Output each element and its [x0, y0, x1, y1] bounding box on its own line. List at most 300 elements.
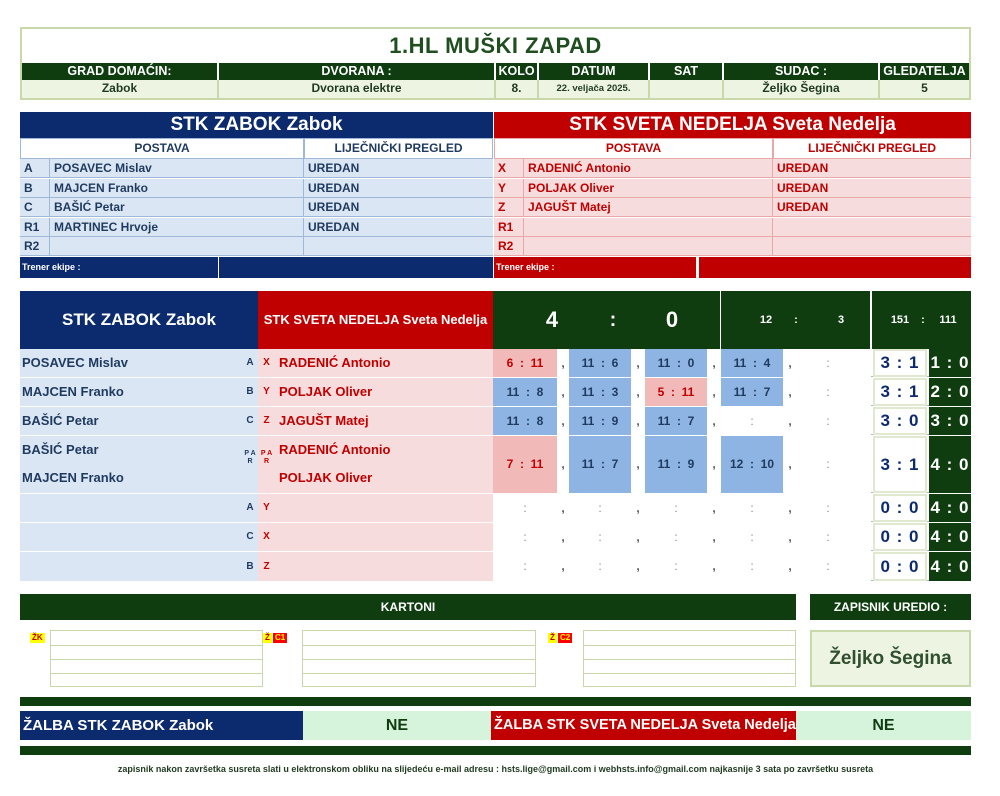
- kartoni-header: KARTONI: [20, 594, 796, 620]
- set-separator: ,: [788, 530, 792, 544]
- set-score: [797, 523, 859, 551]
- away-player-name-primary: RADENIĆ Antonio: [279, 355, 391, 370]
- player-name: BAŠIĆ Petar: [50, 198, 304, 217]
- home-player-name-primary: BAŠIĆ Petar: [22, 413, 99, 428]
- away-trener-value: [699, 257, 971, 278]
- home-complaint-value: NE: [303, 711, 491, 740]
- away-player-name: [275, 436, 493, 493]
- set-score-separator: :: [743, 559, 761, 573]
- away-team-title: STK SVETA NEDELJA Sveta Nedelja: [494, 112, 971, 138]
- player-row: [494, 198, 971, 217]
- card-line: [584, 645, 795, 646]
- home-player-letter: B: [242, 378, 258, 406]
- set-separator: ,: [712, 501, 716, 515]
- match-header: [20, 27, 971, 100]
- set-score-separator: :: [516, 530, 534, 544]
- home-player-letter: B: [242, 552, 258, 581]
- set-separator: ,: [636, 530, 640, 544]
- set-score: [797, 494, 859, 522]
- player-slot: R1: [494, 218, 524, 237]
- set-score: [645, 349, 707, 377]
- set-score-separator: :: [819, 457, 837, 471]
- player-slot: Y: [494, 179, 524, 198]
- match-row: [20, 407, 971, 435]
- set-separator: ,: [636, 457, 640, 471]
- value-sat: [650, 80, 724, 98]
- set-separator: ,: [561, 385, 565, 399]
- set-score-home: 11: [581, 385, 595, 399]
- set-score: [569, 494, 631, 522]
- home-player-name: [20, 407, 242, 435]
- set-score: [569, 436, 631, 493]
- set-score-separator: :: [664, 385, 682, 399]
- match-home-title: STK ZABOK Zabok: [20, 291, 258, 349]
- match-rows: [20, 349, 971, 582]
- home-player-name-primary: BAŠIĆ Petar: [22, 442, 99, 457]
- set-score: [569, 349, 631, 377]
- value-grad: Zabok: [22, 80, 219, 98]
- sets-separator: :: [794, 314, 798, 326]
- away-player-name-primary: RADENIĆ Antonio: [279, 442, 391, 457]
- set-score-home: 11: [733, 385, 747, 399]
- set-score: [645, 378, 707, 406]
- game-result: 3 : 1: [873, 378, 927, 406]
- set-score-separator: :: [743, 501, 761, 515]
- set-score-separator: :: [519, 414, 537, 428]
- set-score-away: 7: [611, 457, 619, 471]
- away-complaint-label: ŽALBA STK SVETA NEDELJA Sveta Nedelja: [491, 711, 796, 740]
- card-line: [303, 645, 535, 646]
- running-total: 1 : 0: [929, 349, 971, 377]
- middle-cards-box: [302, 630, 536, 687]
- set-score-away: 9: [687, 457, 695, 471]
- away-player-name: [275, 349, 493, 377]
- set-score-away: 11: [681, 385, 695, 399]
- set-score: [493, 349, 557, 377]
- home-player-name: [20, 523, 242, 551]
- set-score: [493, 378, 557, 406]
- away-player-name-primary: POLJAK Oliver: [279, 384, 373, 399]
- points-separator: :: [921, 314, 925, 326]
- set-separator: ,: [561, 414, 565, 428]
- set-score-away: 0: [687, 356, 695, 370]
- set-separator: ,: [561, 530, 565, 544]
- away-player-letter: Y: [258, 378, 275, 406]
- player-medical-status: UREDAN: [777, 180, 829, 195]
- set-score: [569, 523, 631, 551]
- set-score: [797, 349, 859, 377]
- away-player-letter: X: [258, 523, 275, 551]
- label-gledatelja: GLEDATELJA: [880, 63, 969, 80]
- card-line: [51, 673, 262, 674]
- set-score: [797, 436, 859, 493]
- set-score: [645, 552, 707, 581]
- set-score-away: 11: [530, 356, 544, 370]
- set-separator: ,: [788, 559, 792, 573]
- away-player-name: [275, 378, 493, 406]
- score-away: 0: [665, 307, 679, 332]
- running-total: 4 : 0: [929, 552, 971, 581]
- set-score-separator: :: [667, 559, 685, 573]
- away-player-letter: X: [258, 349, 275, 377]
- away-team-panel: [494, 112, 971, 278]
- player-name: JAGUŠT Matej: [524, 198, 773, 217]
- card-line: [51, 645, 262, 646]
- set-score-separator: :: [516, 501, 534, 515]
- match-row: [20, 552, 971, 581]
- home-player-list: [20, 159, 493, 257]
- player-row: [20, 159, 493, 178]
- away-player-name: [275, 494, 493, 522]
- match-row: [20, 523, 971, 551]
- set-score-home: 12: [729, 457, 744, 471]
- set-separator: ,: [788, 457, 792, 471]
- card-line: [51, 659, 262, 660]
- set-score-separator: :: [513, 457, 531, 471]
- player-name: [524, 237, 773, 256]
- player-row: [20, 218, 493, 237]
- set-separator: ,: [712, 385, 716, 399]
- player-row: [494, 218, 971, 237]
- set-separator: ,: [561, 457, 565, 471]
- set-score-separator: :: [591, 530, 609, 544]
- set-score-separator: :: [519, 385, 537, 399]
- set-score: [797, 378, 859, 406]
- divider-bar: [20, 697, 971, 706]
- set-score-separator: :: [594, 356, 612, 370]
- league-title: 1.HL MUŠKI ZAPAD: [22, 29, 969, 63]
- set-score-separator: :: [594, 457, 612, 471]
- set-score: [721, 349, 783, 377]
- set-score-away: 7: [687, 414, 695, 428]
- value-kolo: 8.: [496, 80, 539, 98]
- set-separator: ,: [788, 414, 792, 428]
- set-score-separator: :: [591, 501, 609, 515]
- set-score-away: 3: [611, 385, 619, 399]
- set-score: [493, 552, 557, 581]
- set-separator: ,: [636, 385, 640, 399]
- running-total: 4 : 0: [929, 523, 971, 551]
- set-separator: ,: [712, 559, 716, 573]
- home-player-name-secondary: MAJCEN Franko: [22, 470, 124, 485]
- set-separator: ,: [636, 414, 640, 428]
- set-score-separator: :: [667, 501, 685, 515]
- player-slot: X: [494, 159, 524, 178]
- set-score: [721, 407, 783, 435]
- card-tag-c2: C2: [560, 633, 571, 642]
- home-player-name: [20, 349, 242, 377]
- set-score: [645, 494, 707, 522]
- player-medical-status: UREDAN: [308, 200, 360, 215]
- set-score: [645, 436, 707, 493]
- card-line: [584, 659, 795, 660]
- set-score-separator: :: [591, 559, 609, 573]
- away-cards-box: [583, 630, 796, 687]
- home-player-letter: A: [242, 494, 258, 522]
- set-score-separator: :: [819, 356, 837, 370]
- label-dvorana: DVORANA :: [219, 63, 496, 80]
- home-trener-value: [219, 257, 493, 278]
- set-separator: ,: [636, 559, 640, 573]
- home-player-name: [20, 378, 242, 406]
- set-score-separator: :: [743, 414, 761, 428]
- set-score-separator: :: [819, 501, 837, 515]
- set-score-separator: :: [743, 530, 761, 544]
- set-score-separator: :: [594, 385, 612, 399]
- value-sudac: Željko Šegina: [724, 80, 880, 98]
- sets-away: 3: [837, 314, 845, 326]
- match-row: [20, 378, 971, 406]
- set-score-away: 8: [536, 414, 544, 428]
- set-separator: ,: [561, 501, 565, 515]
- set-score-away: 4: [763, 356, 771, 370]
- set-score: [493, 407, 557, 435]
- set-score-separator: :: [746, 356, 764, 370]
- running-total: 3 : 0: [929, 407, 971, 435]
- points-home: 151: [890, 314, 910, 326]
- set-score-separator: :: [819, 414, 837, 428]
- player-medical-status: UREDAN: [777, 200, 829, 215]
- set-score-separator: :: [513, 356, 531, 370]
- set-score-away: 9: [611, 414, 619, 428]
- player-name: [524, 218, 773, 237]
- player-slot: Z: [494, 198, 524, 217]
- set-score: [493, 523, 557, 551]
- player-row: [494, 179, 971, 198]
- player-name: MAJCEN Franko: [50, 179, 304, 198]
- card-tag-c1: C1: [275, 633, 286, 642]
- set-separator: ,: [712, 530, 716, 544]
- header-labels-row: [22, 63, 969, 80]
- set-score-separator: :: [743, 457, 761, 471]
- running-total: 2 : 0: [929, 378, 971, 406]
- player-name: POSAVEC Mislav: [50, 159, 304, 178]
- value-gledatelja: 5: [880, 80, 969, 98]
- game-result: 3 : 1: [873, 349, 927, 377]
- card-line: [303, 659, 535, 660]
- home-complaint-label: ŽALBA STK ZABOK Zabok: [20, 711, 303, 740]
- player-slot: R1: [20, 218, 50, 237]
- player-name: MARTINEC Hrvoje: [50, 218, 304, 237]
- set-score: [569, 378, 631, 406]
- set-score: [569, 552, 631, 581]
- game-result: 0 : 0: [873, 494, 927, 522]
- player-row: [494, 237, 971, 256]
- set-score-home: 11: [581, 414, 595, 428]
- set-separator: ,: [712, 457, 716, 471]
- label-kolo: KOLO: [496, 63, 539, 80]
- set-score-separator: :: [667, 530, 685, 544]
- player-name: RADENIĆ Antonio: [524, 159, 773, 178]
- away-player-name: [275, 552, 493, 581]
- set-score-separator: :: [594, 414, 612, 428]
- set-score-home: 11: [733, 356, 747, 370]
- set-score-separator: :: [746, 385, 764, 399]
- away-postava-header: POSTAVA: [494, 138, 773, 159]
- set-score: [721, 494, 783, 522]
- away-player-name-primary: JAGUŠT Matej: [279, 413, 369, 428]
- kartoni-area: [20, 630, 796, 688]
- player-slot: B: [20, 179, 50, 198]
- points-away: 111: [939, 314, 957, 326]
- home-team-title: STK ZABOK Zabok: [20, 112, 493, 138]
- match-row: [20, 349, 971, 377]
- set-score-separator: :: [670, 356, 688, 370]
- score-separator: :: [609, 309, 617, 331]
- set-score-home: 11: [657, 356, 671, 370]
- away-player-letter: Y: [258, 494, 275, 522]
- set-separator: ,: [636, 501, 640, 515]
- card-line: [584, 673, 795, 674]
- divider-bar: [20, 746, 971, 755]
- game-result: 0 : 0: [873, 523, 927, 551]
- card-tag-z1: Ž: [265, 633, 270, 642]
- set-separator: ,: [561, 559, 565, 573]
- set-score: [797, 407, 859, 435]
- player-medical-status: [773, 237, 971, 256]
- home-player-letter: C: [242, 407, 258, 435]
- player-medical-status: UREDAN: [777, 161, 829, 175]
- set-score: [721, 523, 783, 551]
- score-home: 4: [545, 307, 559, 332]
- set-score: [721, 436, 783, 493]
- set-score-separator: :: [516, 559, 534, 573]
- set-score-separator: :: [819, 530, 837, 544]
- set-score-home: 7: [506, 457, 514, 471]
- player-medical-status: [304, 237, 493, 256]
- home-player-name-primary: MAJCEN Franko: [22, 384, 124, 399]
- player-row: [20, 237, 493, 256]
- sets-home: 12: [759, 314, 773, 326]
- home-player-name: [20, 436, 242, 493]
- set-score-separator: :: [670, 414, 688, 428]
- away-player-name: [275, 523, 493, 551]
- game-result: 0 : 0: [873, 552, 927, 581]
- zapisnik-header: ZAPISNIK UREDIO :: [810, 594, 971, 620]
- player-row: [20, 179, 493, 198]
- value-dvorana: Dvorana elektre: [219, 80, 496, 98]
- set-score: [797, 552, 859, 581]
- match-row: [20, 436, 971, 493]
- player-medical-status: UREDAN: [308, 219, 360, 234]
- match-row: [20, 494, 971, 522]
- set-score-away: 7: [763, 385, 771, 399]
- running-total: 4 : 0: [929, 436, 971, 493]
- away-trener-label: Trener ekipe :: [494, 257, 696, 278]
- away-player-letter: Z: [258, 552, 275, 581]
- set-score-away: 8: [536, 385, 544, 399]
- game-result: 3 : 1: [873, 436, 927, 493]
- set-score-home: 11: [581, 356, 595, 370]
- value-datum: 22. veljača 2025.: [539, 80, 650, 98]
- set-score: [569, 407, 631, 435]
- zapisnik-name: Željko Šegina: [810, 630, 971, 687]
- set-separator: ,: [636, 356, 640, 370]
- away-lijecnicki-header: LIJEČNIČKI PREGLED: [773, 138, 971, 159]
- set-score-separator: :: [670, 457, 688, 471]
- player-slot: R2: [20, 237, 50, 256]
- points-total: [872, 291, 971, 349]
- away-player-name: [275, 407, 493, 435]
- set-score-home: 11: [657, 457, 671, 471]
- running-total: 4 : 0: [929, 494, 971, 522]
- home-trener-label: Trener ekipe :: [20, 257, 218, 278]
- match-away-title: STK SVETA NEDELJA Sveta Nedelja: [258, 291, 493, 349]
- set-score: [721, 378, 783, 406]
- set-separator: ,: [788, 356, 792, 370]
- set-score-home: 11: [506, 414, 520, 428]
- player-name: [50, 237, 304, 256]
- card-tag-zk: ŽK: [32, 633, 43, 642]
- set-separator: ,: [712, 356, 716, 370]
- card-line: [303, 673, 535, 674]
- label-datum: DATUM: [539, 63, 650, 80]
- set-score-home: 6: [506, 356, 514, 370]
- player-slot: A: [20, 159, 50, 178]
- home-team-panel: [20, 112, 493, 278]
- away-player-letter: P A R: [258, 436, 275, 493]
- set-score-separator: :: [819, 559, 837, 573]
- set-score-away: 6: [611, 356, 619, 370]
- set-separator: ,: [788, 501, 792, 515]
- label-sat: SAT: [650, 63, 724, 80]
- set-score-home: 11: [506, 385, 520, 399]
- label-grad: GRAD DOMAĆIN:: [22, 63, 219, 80]
- set-separator: ,: [788, 385, 792, 399]
- set-score: [645, 407, 707, 435]
- home-postava-header: POSTAVA: [20, 138, 304, 159]
- set-score: [721, 552, 783, 581]
- match-score: [493, 291, 720, 349]
- home-player-letter: A: [242, 349, 258, 377]
- home-player-name: [20, 552, 242, 581]
- footer-note: zapisnik nakon završetka susreta slati u elektronskom obliku na slijedeću e-mail adresu : hsts.lige@gmail.com i webhsts.info@gmail.com najkasnije 3 sata po završetku susreta: [117, 764, 874, 774]
- home-player-name: [20, 494, 242, 522]
- label-sudac: SUDAC :: [724, 63, 880, 80]
- player-slot: C: [20, 198, 50, 217]
- set-score: [493, 436, 557, 493]
- set-score: [493, 494, 557, 522]
- player-name: POLJAK Oliver: [524, 179, 773, 198]
- game-result: 3 : 0: [873, 407, 927, 435]
- away-player-name-secondary: POLJAK Oliver: [279, 470, 373, 485]
- set-score-away: 11: [530, 457, 544, 471]
- home-lijecnicki-header: LIJEČNIČKI PREGLED: [304, 138, 493, 159]
- set-score-home: 5: [657, 385, 665, 399]
- match-results: [20, 291, 971, 582]
- player-medical-status: UREDAN: [308, 180, 360, 195]
- away-player-letter: Z: [258, 407, 275, 435]
- set-score-home: 11: [581, 457, 595, 471]
- set-score-home: 11: [657, 414, 671, 428]
- player-medical-status: [773, 218, 971, 237]
- header-values-row: [22, 80, 969, 98]
- sets-total: [721, 291, 870, 349]
- set-separator: ,: [561, 356, 565, 370]
- player-row: [20, 198, 493, 217]
- away-complaint-value: NE: [796, 711, 971, 740]
- set-score-away: 10: [760, 457, 775, 471]
- card-tag-z2: Ž: [550, 633, 555, 642]
- player-row: [494, 159, 971, 178]
- home-player-name-primary: POSAVEC Mislav: [22, 355, 128, 370]
- set-score: [645, 523, 707, 551]
- set-separator: ,: [712, 414, 716, 428]
- player-medical-status: UREDAN: [308, 161, 360, 175]
- player-slot: R2: [494, 237, 524, 256]
- home-player-letter: C: [242, 523, 258, 551]
- away-player-list: [494, 159, 971, 257]
